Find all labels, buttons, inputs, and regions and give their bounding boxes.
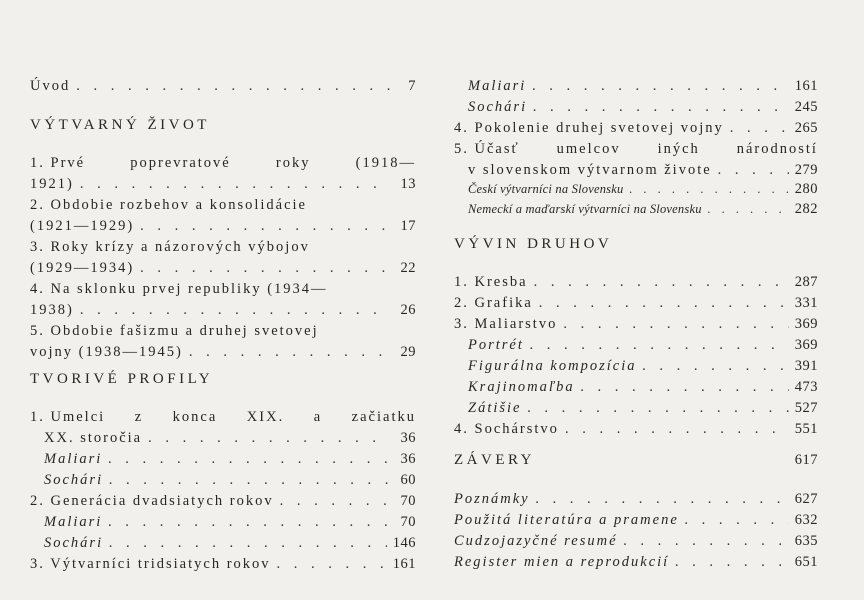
toc-entry-r1-maliari[interactable] <box>454 78 818 95</box>
page-number: 369 <box>794 316 818 332</box>
toc-entry-s3-line2[interactable] <box>30 260 416 277</box>
toc-entry-s5-line2[interactable] <box>30 344 416 361</box>
dot-leader <box>109 535 387 552</box>
dot-leader <box>530 337 789 354</box>
entry-title: (1921—1929) <box>30 218 135 234</box>
entry-title: (1929—1934) <box>30 260 135 276</box>
toc-entry-s5-line1[interactable] <box>30 323 416 340</box>
toc-entry-z1[interactable] <box>454 491 818 508</box>
entry-title: Maliari <box>468 78 527 94</box>
entry-title: Použitá literatúra a pramene <box>454 512 679 528</box>
entry-title: Cudzojazyčné resumé <box>454 533 618 549</box>
dot-leader <box>581 379 789 396</box>
section-heading-vytvarny-zivot: VÝTVARNÝ ŽIVOT <box>30 117 210 133</box>
entry-title: Maliari <box>44 514 103 530</box>
toc-entry-s4-line2[interactable] <box>30 302 416 319</box>
page-number: 627 <box>794 491 818 507</box>
toc-entry-s2-line2[interactable] <box>30 218 416 235</box>
dot-leader <box>629 182 788 197</box>
page-number: 331 <box>794 295 818 311</box>
page-number: 369 <box>794 337 818 353</box>
page-number: 280 <box>794 181 818 197</box>
dot-leader <box>109 472 390 489</box>
dot-leader <box>565 421 789 438</box>
page-number: 635 <box>794 533 818 549</box>
toc-entry-p1-sochari[interactable] <box>30 472 416 489</box>
toc-entry-p1-line1[interactable] <box>30 409 416 426</box>
page-number: 551 <box>794 421 818 437</box>
toc-entry-v3-krajinomalba[interactable] <box>454 379 818 396</box>
entry-title: 4. Sochárstvo <box>454 421 559 437</box>
page-number: 651 <box>794 554 818 570</box>
toc-entry-r5[interactable] <box>454 181 818 198</box>
page-number: 13 <box>400 176 416 192</box>
page-number: 617 <box>794 452 818 468</box>
section-heading-zavery[interactable] <box>454 452 818 469</box>
dot-leader <box>280 493 390 510</box>
toc-entry-p2-maliari[interactable] <box>30 514 416 531</box>
entry-title: 1. Kresba <box>454 274 528 290</box>
entry-title: Sochári <box>44 535 104 551</box>
page-number: 17 <box>400 218 416 234</box>
page-number: 282 <box>794 201 818 217</box>
entry-title: Úvod <box>30 78 71 94</box>
toc-entry-r4-line2[interactable] <box>454 162 818 179</box>
toc-entry-p1-maliari[interactable] <box>30 451 416 468</box>
entry-title: 4. Pokolenie druhej svetovej vojny <box>454 120 724 136</box>
page-number: 287 <box>794 274 818 290</box>
toc-entry-v3-figuralna[interactable] <box>454 358 818 375</box>
page-number: 70 <box>400 493 416 509</box>
dot-leader <box>708 202 789 217</box>
dot-leader <box>140 260 390 277</box>
toc-entry-v3[interactable] <box>454 316 818 333</box>
dot-leader <box>563 316 788 333</box>
page-number: 70 <box>400 514 416 530</box>
entry-title: 3. Výtvarníci tridsiatych rokov <box>30 556 271 572</box>
entry-title: 1921) <box>30 176 74 192</box>
entry-title: Portrét <box>468 337 524 353</box>
toc-entry-r2-sochari[interactable] <box>454 99 818 116</box>
page-number: 36 <box>400 430 416 446</box>
toc-entry-r6[interactable] <box>454 201 818 218</box>
page-number: 60 <box>400 472 416 488</box>
entry-title: Register mien a reprodukcií <box>454 554 670 570</box>
toc-entry-v3-zatisie[interactable] <box>454 400 818 417</box>
page-number: 7 <box>408 78 416 94</box>
page-number: 36 <box>400 451 416 467</box>
dot-leader <box>718 162 789 179</box>
toc-entry-r4-line1[interactable] <box>454 141 818 158</box>
dot-leader <box>685 512 789 529</box>
section-heading-tvorive-profily: TVORIVÉ PROFILY <box>30 371 214 387</box>
toc-entry-z4[interactable] <box>454 554 818 571</box>
entry-title: Krajinomaľba <box>468 379 575 395</box>
dot-leader <box>76 78 390 95</box>
dot-leader <box>539 295 789 312</box>
entry-title: 3. Roky krízy a názorových výbojov <box>30 239 310 255</box>
dot-leader <box>80 176 390 193</box>
toc-entry-r3[interactable] <box>454 120 818 137</box>
toc-entry-uvod[interactable] <box>30 78 416 95</box>
entry-title: Figurálna kompozícia <box>468 358 637 374</box>
toc-entry-p1-line2[interactable] <box>30 430 416 447</box>
dot-leader <box>189 344 390 361</box>
dot-leader <box>532 78 788 95</box>
page-number: 161 <box>794 78 818 94</box>
page-number: 473 <box>794 379 818 395</box>
dot-leader <box>108 451 390 468</box>
toc-entry-v1[interactable] <box>454 274 818 291</box>
page-number: 161 <box>392 556 416 572</box>
dot-leader <box>140 218 390 235</box>
toc-entry-s1-line2[interactable] <box>30 176 416 193</box>
toc-entry-p3[interactable] <box>30 556 416 573</box>
entry-title: 3. Maliarstvo <box>454 316 558 332</box>
dot-leader <box>675 554 789 571</box>
dot-leader <box>624 533 789 550</box>
dot-leader <box>277 556 387 573</box>
entry-title: Poznámky <box>454 491 530 507</box>
entry-title: vojny (1938—1945) <box>30 344 183 360</box>
page-number: 391 <box>794 358 818 374</box>
toc-entry-v3-portret[interactable] <box>454 337 818 354</box>
entry-title-justified: 1. Umelci z konca XIX. a začiatku <box>30 409 416 425</box>
toc-entry-p2-sochari[interactable] <box>30 535 416 552</box>
dot-leader <box>730 120 789 137</box>
heading-title: ZÁVERY <box>454 452 535 468</box>
entry-title: 4. Na sklonku prvej republiky (1934— <box>30 281 328 297</box>
toc-entry-s1-line1[interactable] <box>30 155 416 172</box>
dot-leader <box>527 400 788 417</box>
toc-entry-v4[interactable] <box>454 421 818 438</box>
entry-title: Sochári <box>468 99 528 115</box>
dot-leader <box>533 99 789 116</box>
entry-title: XX. storočia <box>44 430 143 446</box>
page-number: 279 <box>794 162 818 178</box>
dot-leader <box>642 358 788 375</box>
toc-entry-s4-line1[interactable] <box>30 281 416 298</box>
entry-title: v slovenskom výtvarnom živote <box>468 162 712 178</box>
dot-leader <box>80 302 390 319</box>
page-number: 265 <box>794 120 818 136</box>
entry-title: Zátišie <box>468 400 522 416</box>
toc-entry-s2-line1[interactable] <box>30 197 416 214</box>
page-number: 146 <box>392 535 416 551</box>
toc-entry-s3-line1[interactable] <box>30 239 416 256</box>
page-number: 527 <box>794 400 818 416</box>
page-number: 26 <box>400 302 416 318</box>
entry-title: 2. Obdobie rozbehov a konsolidácie <box>30 197 307 213</box>
toc-entry-z3[interactable] <box>454 533 818 550</box>
entry-title: Sochári <box>44 472 104 488</box>
toc-entry-v2[interactable] <box>454 295 818 312</box>
page-number: 22 <box>400 260 416 276</box>
entry-title: Českí výtvarníci na Slovensku <box>468 182 624 196</box>
dot-leader <box>536 491 789 508</box>
entry-title: Maliari <box>44 451 103 467</box>
dot-leader <box>148 430 390 447</box>
page-number: 245 <box>794 99 818 115</box>
entry-title: 2. Grafika <box>454 295 533 311</box>
entry-title: 5. Obdobie fašizmu a druhej svetovej <box>30 323 319 339</box>
dot-leader <box>534 274 789 291</box>
entry-title: Nemeckí a maďarskí výtvarníci na Slovensku <box>468 202 702 216</box>
section-heading-vyvin-druhov: VÝVIN DRUHOV <box>454 236 613 252</box>
entry-title: 2. Generácia dvadsiatych rokov <box>30 493 274 509</box>
page-number: 632 <box>794 512 818 528</box>
toc-entry-z2[interactable] <box>454 512 818 529</box>
page-number: 29 <box>400 344 416 360</box>
entry-title-justified: 1. Prvé poprevratové roky (1918— <box>30 155 416 171</box>
dot-leader <box>108 514 390 531</box>
toc-entry-p2[interactable] <box>30 493 416 510</box>
entry-title-justified: 5. Účasť umelcov iných národností <box>454 141 818 157</box>
entry-title: 1938) <box>30 302 74 318</box>
